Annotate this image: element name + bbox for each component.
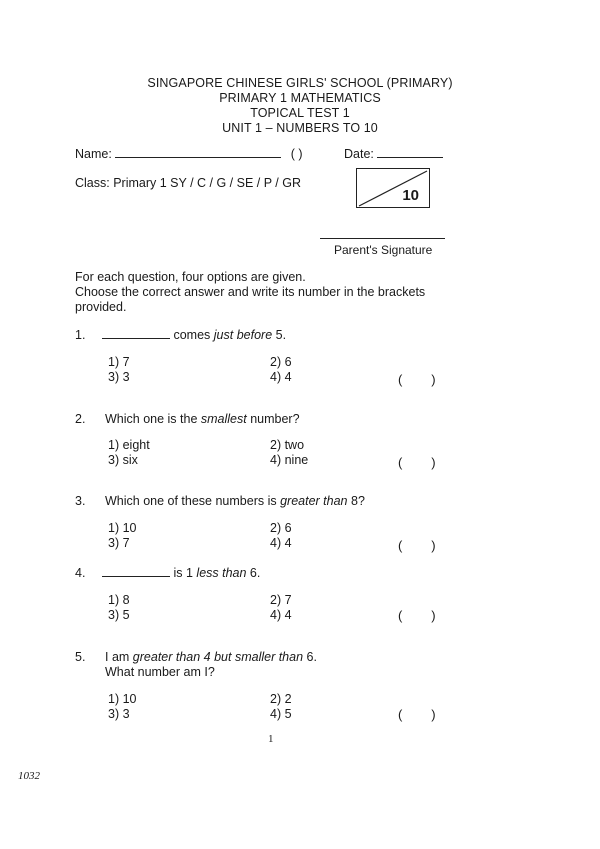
- question-4-option-2: 2) 7: [270, 593, 292, 607]
- answer-blank: [102, 566, 170, 577]
- signature-label: Parent's Signature: [334, 243, 433, 257]
- question-3-option-4: 4) 4: [270, 536, 292, 550]
- question-2-option-3: 3) six: [108, 453, 138, 467]
- question-4-option-4: 4) 4: [270, 608, 292, 622]
- question-1-option-2: 2) 6: [270, 355, 292, 369]
- question-5-option-2: 2) 2: [270, 692, 292, 706]
- date-label: Date:: [344, 147, 374, 161]
- date-field-line[interactable]: [377, 147, 443, 158]
- register-number-brackets[interactable]: ( ): [290, 147, 303, 161]
- answer-blank: [102, 328, 170, 339]
- question-5-option-4: 4) 5: [270, 707, 292, 721]
- margin-note: 1032: [18, 770, 40, 782]
- question-2-answer-bracket[interactable]: ( ): [398, 455, 436, 470]
- question-5-line-2: What number am I?: [105, 665, 215, 679]
- question-3-option-2: 2) 6: [270, 521, 292, 535]
- question-3-option-3: 3) 7: [108, 536, 130, 550]
- question-4-number: 4.: [75, 566, 86, 580]
- question-5-option-1: 1) 10: [108, 692, 137, 706]
- question-2-text: Which one is the smallest number?: [105, 412, 300, 426]
- question-5-answer-bracket[interactable]: ( ): [398, 707, 436, 722]
- question-4-option-1: 1) 8: [108, 593, 130, 607]
- instructions: [75, 270, 475, 315]
- instruction-line-2: Choose the correct answer and write its number in the brackets: [75, 285, 426, 299]
- question-5-number: 5.: [75, 650, 86, 664]
- question-3-number: 3.: [75, 494, 86, 508]
- score-box: [356, 168, 430, 208]
- question-1-option-4: 4) 4: [270, 370, 292, 384]
- question-1-text: comes just before 5.: [102, 328, 286, 342]
- date-row: [344, 147, 443, 161]
- instruction-line-1: For each question, four options are given.: [75, 270, 306, 284]
- unit-title: UNIT 1 – NUMBERS TO 10: [222, 121, 378, 135]
- name-row: [75, 147, 303, 161]
- question-1-number: 1.: [75, 328, 86, 342]
- question-4-answer-bracket[interactable]: ( ): [398, 608, 436, 623]
- signature-line[interactable]: [320, 238, 445, 239]
- question-1-option-1: 1) 7: [108, 355, 130, 369]
- question-2-option-4: 4) nine: [270, 453, 309, 467]
- question-4-option-3: 3) 5: [108, 608, 130, 622]
- instruction-line-3: provided.: [75, 300, 127, 314]
- question-2-option-1: 1) eight: [108, 438, 150, 452]
- question-5-option-3: 3) 3: [108, 707, 130, 721]
- question-1-option-3: 3) 3: [108, 370, 130, 384]
- diagonal-line-icon: [357, 169, 431, 209]
- class-line: Class: Primary 1 SY / C / G / SE / P / GR: [75, 176, 301, 190]
- question-4-text: is 1 less than 6.: [102, 566, 260, 580]
- question-3-text: Which one of these numbers is greater than 8?: [105, 494, 365, 508]
- total-marks: 10: [402, 187, 419, 204]
- question-2-number: 2.: [75, 412, 86, 426]
- page-number: 1: [268, 733, 274, 745]
- subject-title: PRIMARY 1 MATHEMATICS: [219, 91, 381, 105]
- name-field-line[interactable]: [115, 147, 281, 158]
- name-label: Name:: [75, 147, 112, 161]
- question-1-answer-bracket[interactable]: ( ): [398, 372, 436, 387]
- question-3-option-1: 1) 10: [108, 521, 137, 535]
- question-2-option-2: 2) two: [270, 438, 305, 452]
- question-5-text: I am greater than 4 but smaller than 6.: [105, 650, 317, 664]
- school-name: SINGAPORE CHINESE GIRLS' SCHOOL (PRIMARY): [147, 76, 453, 90]
- document-header: [0, 76, 600, 136]
- test-title: TOPICAL TEST 1: [250, 106, 350, 120]
- question-3-answer-bracket[interactable]: ( ): [398, 538, 436, 553]
